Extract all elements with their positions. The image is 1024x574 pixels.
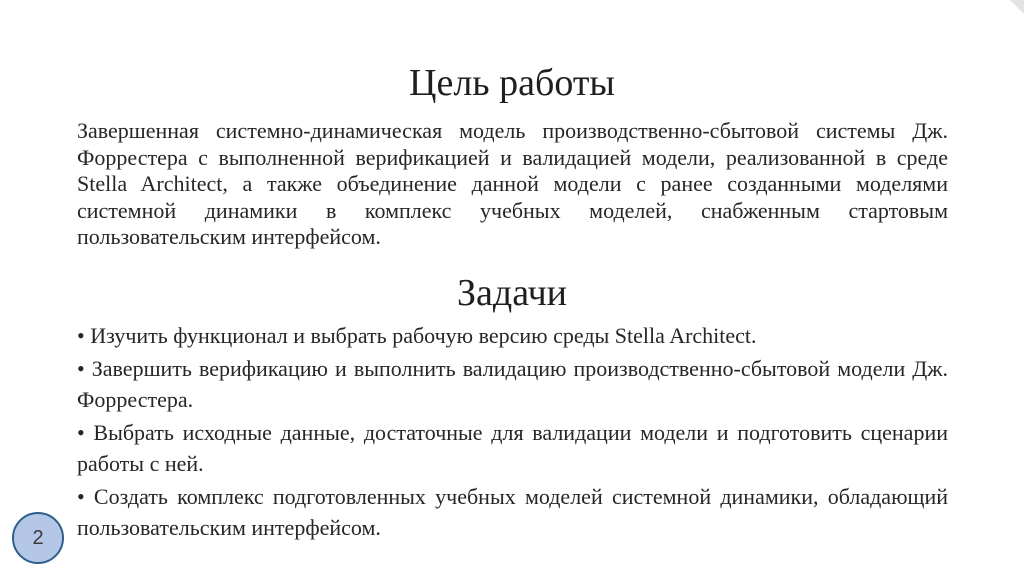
task-list bbox=[77, 320, 948, 545]
task-item: • Изучить функционал и выбрать рабочую версию среды Stella Architect. bbox=[77, 323, 757, 348]
task-item: • Выбрать исходные данные, достаточные для валидации модели и подготовить сценарии работы с ней. bbox=[77, 420, 948, 476]
slide-title: Цель работы bbox=[409, 62, 615, 104]
tasks-heading: Задачи bbox=[456, 272, 568, 314]
page-number-badge: 2 bbox=[12, 512, 64, 564]
task-item: • Завершить верификацию и выполнить валидацию производственно-сбытовой модели Дж. Форрестера. bbox=[77, 356, 948, 412]
task-item: • Создать комплекс подготовленных учебных моделей системной динамики, обладающий пользовательским интерфейсом. bbox=[77, 484, 948, 540]
goal-paragraph: Завершенная системно-динамическая модель производственно-сбытовой системы Дж. Форрестера с выполненной верификацией и валидацией модели, реализованной в среде Stella Architect, а также объединение данной модели с ранее созданными моделями системной динамики в комплекс учебных моделей, снабженным стартовым пользовательским интерфейсом. bbox=[77, 118, 948, 249]
corner-fold-decoration bbox=[1010, 0, 1024, 14]
